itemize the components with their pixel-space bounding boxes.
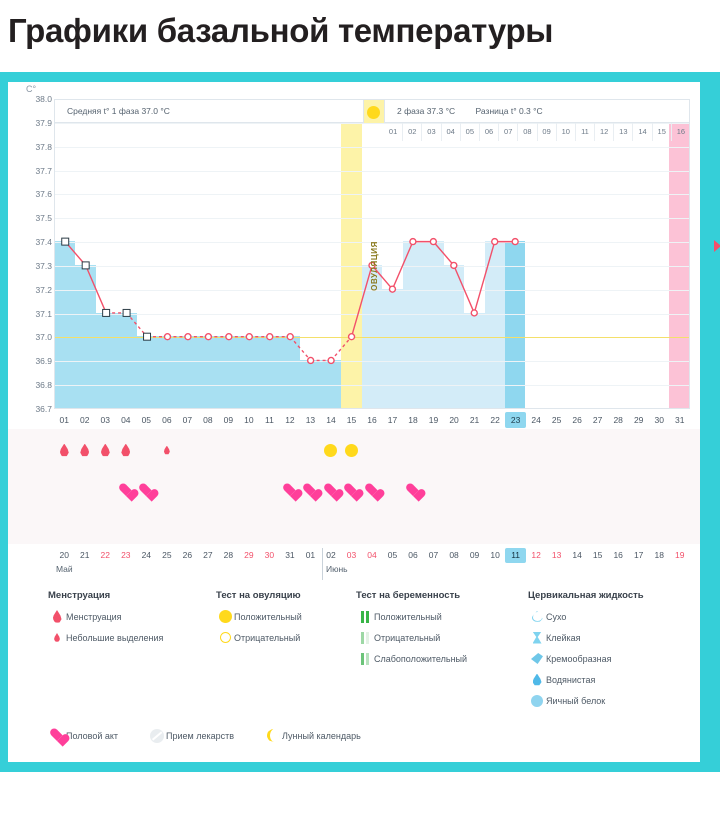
data-point-marker xyxy=(410,239,416,245)
heart-icon xyxy=(283,484,297,497)
cycle-day-label[interactable]: 05 xyxy=(141,415,152,425)
data-point-marker xyxy=(308,357,314,363)
y-tick-label: 37.4 xyxy=(35,237,52,248)
y-tick-label: 37.0 xyxy=(35,332,52,343)
heart-icon xyxy=(344,484,358,497)
phase2-day-number: 06 xyxy=(480,123,499,141)
legend-item-intercourse[interactable] xyxy=(48,727,118,744)
y-tick-label: 36.7 xyxy=(35,404,52,414)
date-label[interactable]: 22 xyxy=(100,550,111,560)
symbol-cell[interactable] xyxy=(280,477,301,503)
legend-col-cervical-fluid xyxy=(528,590,700,713)
symbol-cell[interactable] xyxy=(54,437,75,463)
scroll-right-arrow-icon[interactable] xyxy=(714,240,720,252)
symbol-cell[interactable] xyxy=(321,437,342,463)
legend-item-cf-eggwhite[interactable] xyxy=(528,692,700,709)
cycle-day-label[interactable]: 08 xyxy=(203,415,213,425)
cycle-day-label[interactable]: 25 xyxy=(551,415,562,425)
heart-icon xyxy=(48,729,66,742)
date-label[interactable]: 20 xyxy=(59,550,69,560)
data-point-marker xyxy=(267,334,273,340)
cycle-day-label[interactable]: 19 xyxy=(428,415,439,425)
phase2-average-label: 2 фаза 37.3 °C xyxy=(397,106,456,116)
cycle-day-label[interactable]: 26 xyxy=(572,415,582,425)
cycle-day-label[interactable]: 03 xyxy=(100,415,111,425)
month-labels xyxy=(54,564,690,580)
legend-label: Отрицательный xyxy=(234,632,301,643)
month-label-2: Июнь xyxy=(326,564,348,574)
data-point-marker xyxy=(389,286,395,292)
symbol-cell[interactable] xyxy=(464,477,485,503)
symbol-cell[interactable] xyxy=(505,437,526,463)
symbol-cell[interactable] xyxy=(341,437,362,463)
symbol-cell[interactable] xyxy=(587,437,608,463)
symbol-cell[interactable] xyxy=(116,437,137,463)
heart-icon xyxy=(139,484,153,497)
cycle-day-label[interactable]: 01 xyxy=(59,415,69,425)
legend-item-cf-sticky[interactable] xyxy=(528,629,700,646)
symbol-cell[interactable] xyxy=(423,477,444,503)
symbol-cell[interactable] xyxy=(669,437,690,463)
symbol-cell[interactable] xyxy=(177,437,198,463)
symbol-cell[interactable] xyxy=(300,437,321,463)
y-tick-label: 37.5 xyxy=(35,213,52,224)
phase2-day-number: 11 xyxy=(576,123,595,141)
cycle-day-label[interactable]: 14 xyxy=(326,415,336,425)
yellow-dot-icon xyxy=(216,610,234,623)
symbol-cell[interactable] xyxy=(321,477,342,503)
symbol-cell[interactable] xyxy=(95,477,116,503)
y-tick-label: 37.8 xyxy=(35,141,52,152)
date-label[interactable]: 19 xyxy=(674,550,685,560)
symbol-cell[interactable] xyxy=(546,437,567,463)
plot-region[interactable] xyxy=(54,99,690,409)
symbol-cell[interactable] xyxy=(259,437,280,463)
phase1-average-label: Средняя t° 1 фаза 37.0 °C xyxy=(54,99,364,123)
symbol-cell[interactable] xyxy=(423,437,444,463)
symbol-cell[interactable] xyxy=(54,477,75,503)
symbol-cell[interactable] xyxy=(341,477,362,503)
data-point-marker xyxy=(144,333,151,340)
data-point-marker xyxy=(349,334,355,340)
data-point-marker xyxy=(287,334,293,340)
chart-area xyxy=(8,82,700,427)
symbol-cell[interactable] xyxy=(546,477,567,503)
date-label[interactable]: 28 xyxy=(223,550,234,560)
date-label[interactable]: 17 xyxy=(633,550,644,560)
legend-label: Водянистая xyxy=(546,674,596,685)
cycle-day-label[interactable]: 28 xyxy=(613,415,623,425)
cycle-day-label[interactable]: 30 xyxy=(654,415,664,425)
phase2-day-number: 04 xyxy=(442,123,461,141)
symbol-cell[interactable] xyxy=(485,477,506,503)
legend-label: Отрицательный xyxy=(374,632,441,643)
cycle-day-label[interactable]: 11 xyxy=(265,415,274,425)
data-point-marker xyxy=(430,239,436,245)
moon-icon xyxy=(264,729,282,742)
y-tick-label: 36.8 xyxy=(35,380,52,391)
legend xyxy=(8,590,700,713)
legend-header-cervical-fluid: Цервикальная жидкость xyxy=(528,590,644,601)
symbol-cell[interactable] xyxy=(239,437,260,463)
cycle-day-label[interactable]: 06 xyxy=(162,415,172,425)
legend-label: Клейкая xyxy=(546,632,581,643)
y-axis-ticks xyxy=(16,94,52,414)
y-tick-label: 37.9 xyxy=(35,117,52,128)
data-point-marker xyxy=(512,239,518,245)
legend-bottom-row xyxy=(8,727,700,744)
symbol-cell[interactable] xyxy=(136,477,157,503)
data-point-marker xyxy=(62,238,69,245)
y-tick-label: 37.3 xyxy=(35,260,52,271)
phase2-day-number: 14 xyxy=(633,123,652,141)
x-axis-cycle-days[interactable] xyxy=(54,412,690,428)
month-separator xyxy=(322,548,323,580)
data-point-marker xyxy=(328,357,334,363)
cycle-day-label[interactable]: 20 xyxy=(449,415,459,425)
symbol-cell[interactable] xyxy=(362,477,383,503)
cycle-day-label[interactable]: 07 xyxy=(182,415,193,425)
legend-item-pregtest-weak[interactable] xyxy=(356,650,528,667)
legend-item-ovtest-negative[interactable] xyxy=(216,629,356,646)
date-label[interactable]: 09 xyxy=(469,550,480,560)
symbol-cell[interactable] xyxy=(669,477,690,503)
symbol-cell[interactable] xyxy=(608,477,629,503)
data-point-marker xyxy=(226,334,232,340)
symbol-cell[interactable] xyxy=(116,477,137,503)
legend-label: Менструация xyxy=(66,611,122,622)
symbol-cell[interactable] xyxy=(444,477,465,503)
legend-header-ovulation-test: Тест на овуляцию xyxy=(216,590,301,601)
cycle-day-label[interactable]: 15 xyxy=(346,415,357,425)
y-tick-label: 38.0 xyxy=(35,94,52,104)
heart-icon xyxy=(365,484,379,497)
symbol-cell[interactable] xyxy=(177,477,198,503)
data-point-marker xyxy=(492,239,498,245)
cycle-day-label[interactable]: 16 xyxy=(367,415,377,425)
date-label[interactable]: 02 xyxy=(326,550,336,560)
pill-icon xyxy=(148,729,166,743)
heart-icon xyxy=(119,484,133,497)
symbol-cell[interactable] xyxy=(218,477,239,503)
unit-label: C° xyxy=(26,84,37,94)
legend-label: Яичный белок xyxy=(546,695,606,706)
symbol-cell[interactable] xyxy=(136,437,157,463)
symbol-cell[interactable] xyxy=(382,477,403,503)
heart-icon xyxy=(303,484,317,497)
date-label[interactable]: 27 xyxy=(203,550,213,560)
small-blood-drop-icon xyxy=(48,633,66,642)
symbol-cell[interactable] xyxy=(403,437,424,463)
symbol-cell[interactable] xyxy=(628,437,649,463)
data-point-marker xyxy=(164,334,170,340)
data-point-marker xyxy=(369,262,375,268)
legend-item-lunar-calendar[interactable] xyxy=(264,727,361,744)
page-title: Графики базальной температуры xyxy=(8,12,554,49)
phase2-day-number: 08 xyxy=(518,123,537,141)
phase2-day-number: 12 xyxy=(595,123,614,141)
date-label[interactable]: 07 xyxy=(428,550,439,560)
legend-header-pregnancy-test: Тест на беременность xyxy=(356,590,461,601)
cycle-day-label[interactable]: 27 xyxy=(592,415,603,425)
phase2-day-number: 02 xyxy=(403,123,422,141)
legend-item-ovtest-positive[interactable] xyxy=(216,608,356,625)
data-point-marker xyxy=(103,309,110,316)
y-tick-label: 37.1 xyxy=(35,308,52,319)
phase2-day-number: 10 xyxy=(557,123,576,141)
date-label[interactable]: 29 xyxy=(244,550,254,560)
data-point-marker xyxy=(451,262,457,268)
phase2-day-number: 15 xyxy=(653,123,672,141)
symbol-cell[interactable] xyxy=(628,477,649,503)
cycle-day-label[interactable]: 22 xyxy=(490,415,500,425)
date-label[interactable]: 06 xyxy=(408,550,418,560)
legend-item-medication[interactable] xyxy=(148,727,234,744)
two-green-bars-icon xyxy=(356,611,374,623)
symbol-cell[interactable] xyxy=(157,477,178,503)
heart-icon xyxy=(406,484,420,497)
symbol-cell[interactable] xyxy=(280,437,301,463)
dry-drop-outline-icon xyxy=(528,611,546,622)
y-tick-label: 37.6 xyxy=(35,189,52,200)
creamy-leaf-icon xyxy=(528,653,546,664)
symbol-cell[interactable] xyxy=(403,477,424,503)
symbol-cell[interactable] xyxy=(567,437,588,463)
symbol-cell[interactable] xyxy=(75,477,96,503)
date-label[interactable]: 15 xyxy=(592,550,603,560)
symbol-cell[interactable] xyxy=(505,477,526,503)
symbol-cell[interactable] xyxy=(649,437,670,463)
yellow-dot-icon xyxy=(345,444,358,457)
symbol-cell[interactable] xyxy=(526,477,547,503)
symbols-band xyxy=(8,429,700,544)
water-drop-icon xyxy=(528,674,546,686)
date-label[interactable]: 16 xyxy=(613,550,623,560)
date-label[interactable]: 21 xyxy=(80,550,90,560)
ovulation-label: ОВУЛЯЦИЯ xyxy=(369,241,379,291)
legend-label: Половой акт xyxy=(66,730,119,741)
data-point-marker xyxy=(205,334,211,340)
symbol-cell[interactable] xyxy=(567,477,588,503)
symbol-cell[interactable] xyxy=(362,437,383,463)
teal-background-panel xyxy=(0,72,720,772)
legend-label: Положительный xyxy=(234,611,302,622)
date-label[interactable]: 18 xyxy=(654,550,664,560)
legend-item-spotting[interactable] xyxy=(48,629,216,646)
legend-label: Сухо xyxy=(546,611,567,622)
symbol-cell[interactable] xyxy=(198,477,219,503)
phase2-day-number: 01 xyxy=(384,123,403,141)
symbol-cell[interactable] xyxy=(75,437,96,463)
date-label[interactable]: 30 xyxy=(264,550,275,560)
yellow-dot-icon xyxy=(324,444,337,457)
phase2-day-number: 13 xyxy=(614,123,633,141)
cycle-day-label[interactable]: 04 xyxy=(121,415,131,425)
symbol-cell[interactable] xyxy=(464,437,485,463)
symbol-cell[interactable] xyxy=(198,437,219,463)
symbol-cell[interactable] xyxy=(444,437,465,463)
data-point-marker xyxy=(123,309,130,316)
date-label[interactable]: 11 xyxy=(505,548,526,563)
date-ruler xyxy=(8,548,700,582)
symbol-cell[interactable] xyxy=(382,437,403,463)
legend-label: Прием лекарств xyxy=(166,730,235,741)
date-label[interactable]: 13 xyxy=(551,550,562,560)
symbol-cell[interactable] xyxy=(485,437,506,463)
cycle-day-label[interactable]: 13 xyxy=(305,415,316,425)
date-label[interactable]: 25 xyxy=(162,550,172,560)
y-tick-label: 37.2 xyxy=(35,284,52,295)
phase2-day-number: 03 xyxy=(422,123,441,141)
date-ruler-days[interactable] xyxy=(54,548,690,563)
symbol-cell[interactable] xyxy=(95,437,116,463)
data-point-marker xyxy=(471,310,477,316)
hourglass-icon xyxy=(528,632,546,644)
intercourse-row[interactable] xyxy=(54,477,690,503)
legend-item-pregtest-negative[interactable] xyxy=(356,629,528,646)
phase2-diff-label: Разница t° 0.3 °C xyxy=(475,106,543,116)
date-label[interactable]: 03 xyxy=(346,550,357,560)
legend-col-pregnancy-test xyxy=(356,590,528,713)
cycle-day-label[interactable]: 02 xyxy=(80,415,90,425)
date-label[interactable]: 23 xyxy=(121,550,131,560)
symbol-cell[interactable] xyxy=(218,437,239,463)
legend-col-ovulation-test xyxy=(216,590,356,713)
cycle-day-label[interactable]: 10 xyxy=(244,415,254,425)
blue-circle-icon xyxy=(528,695,546,707)
cycle-day-label[interactable]: 17 xyxy=(387,415,398,425)
legend-item-cf-watery[interactable] xyxy=(528,671,700,688)
phase2-day-number: 07 xyxy=(499,123,518,141)
yellow-circle-outline-icon xyxy=(216,632,234,643)
phase2-day-number: 16 xyxy=(676,127,686,136)
legend-label: Положительный xyxy=(374,611,442,622)
symbol-cell[interactable] xyxy=(259,477,280,503)
symbol-cell[interactable] xyxy=(649,477,670,503)
cycle-day-label[interactable]: 21 xyxy=(469,415,480,425)
legend-item-menstruation[interactable] xyxy=(48,608,216,625)
cycle-day-label[interactable]: 12 xyxy=(285,415,295,425)
date-label[interactable]: 08 xyxy=(449,550,459,560)
phase2-day-number: 05 xyxy=(461,123,480,141)
blood-drop-icon xyxy=(48,610,66,623)
date-label[interactable]: 04 xyxy=(367,550,377,560)
symbol-cell[interactable] xyxy=(608,437,629,463)
temperature-line-series xyxy=(55,99,689,408)
legend-item-cf-creamy[interactable] xyxy=(528,650,700,667)
legend-item-cf-dry[interactable] xyxy=(528,608,700,625)
y-tick-label: 37.7 xyxy=(35,165,52,176)
date-label[interactable]: 31 xyxy=(285,550,295,560)
data-point-marker xyxy=(246,334,252,340)
symbol-cell[interactable] xyxy=(587,477,608,503)
legend-label: Слабоположительный xyxy=(374,653,468,664)
legend-col-menstruation xyxy=(48,590,216,713)
date-label[interactable]: 24 xyxy=(141,550,152,560)
date-label[interactable]: 01 xyxy=(305,550,316,560)
data-point-marker xyxy=(185,334,191,340)
cycle-day-label[interactable]: 29 xyxy=(633,415,644,425)
date-label[interactable]: 10 xyxy=(490,550,500,560)
legend-label: Лунный календарь xyxy=(282,730,361,741)
legend-item-pregtest-positive[interactable] xyxy=(356,608,528,625)
date-label[interactable]: 12 xyxy=(531,550,541,560)
symbol-cell[interactable] xyxy=(300,477,321,503)
y-tick-label: 36.9 xyxy=(35,356,52,367)
cycle-day-label[interactable]: 09 xyxy=(223,415,234,425)
date-label[interactable]: 14 xyxy=(572,550,582,560)
symbol-cell[interactable] xyxy=(239,477,260,503)
data-point-marker xyxy=(82,262,89,269)
month-label-1: Май xyxy=(56,564,73,574)
symbol-cell[interactable] xyxy=(157,437,178,463)
cycle-day-label[interactable]: 24 xyxy=(531,415,541,425)
legend-header-menstruation: Менструация xyxy=(48,590,111,601)
phase2-day-numbers xyxy=(384,123,690,141)
ovulation-test-row[interactable] xyxy=(54,437,690,463)
symbol-cell[interactable] xyxy=(526,437,547,463)
legend-label: Небольшие выделения xyxy=(66,632,164,643)
cycle-day-label[interactable]: 23 xyxy=(505,412,526,428)
heart-icon xyxy=(324,484,338,497)
phase2-day-number: 09 xyxy=(538,123,557,141)
cycle-day-label[interactable]: 18 xyxy=(408,415,418,425)
one-green-bar-icon xyxy=(356,632,374,644)
date-label[interactable]: 05 xyxy=(387,550,398,560)
bbt-chart-card xyxy=(8,82,700,762)
legend-label: Кремообразная xyxy=(546,653,612,664)
faint-green-bars-icon xyxy=(356,653,374,665)
cycle-day-label[interactable]: 31 xyxy=(674,415,685,425)
date-label[interactable]: 26 xyxy=(182,550,193,560)
